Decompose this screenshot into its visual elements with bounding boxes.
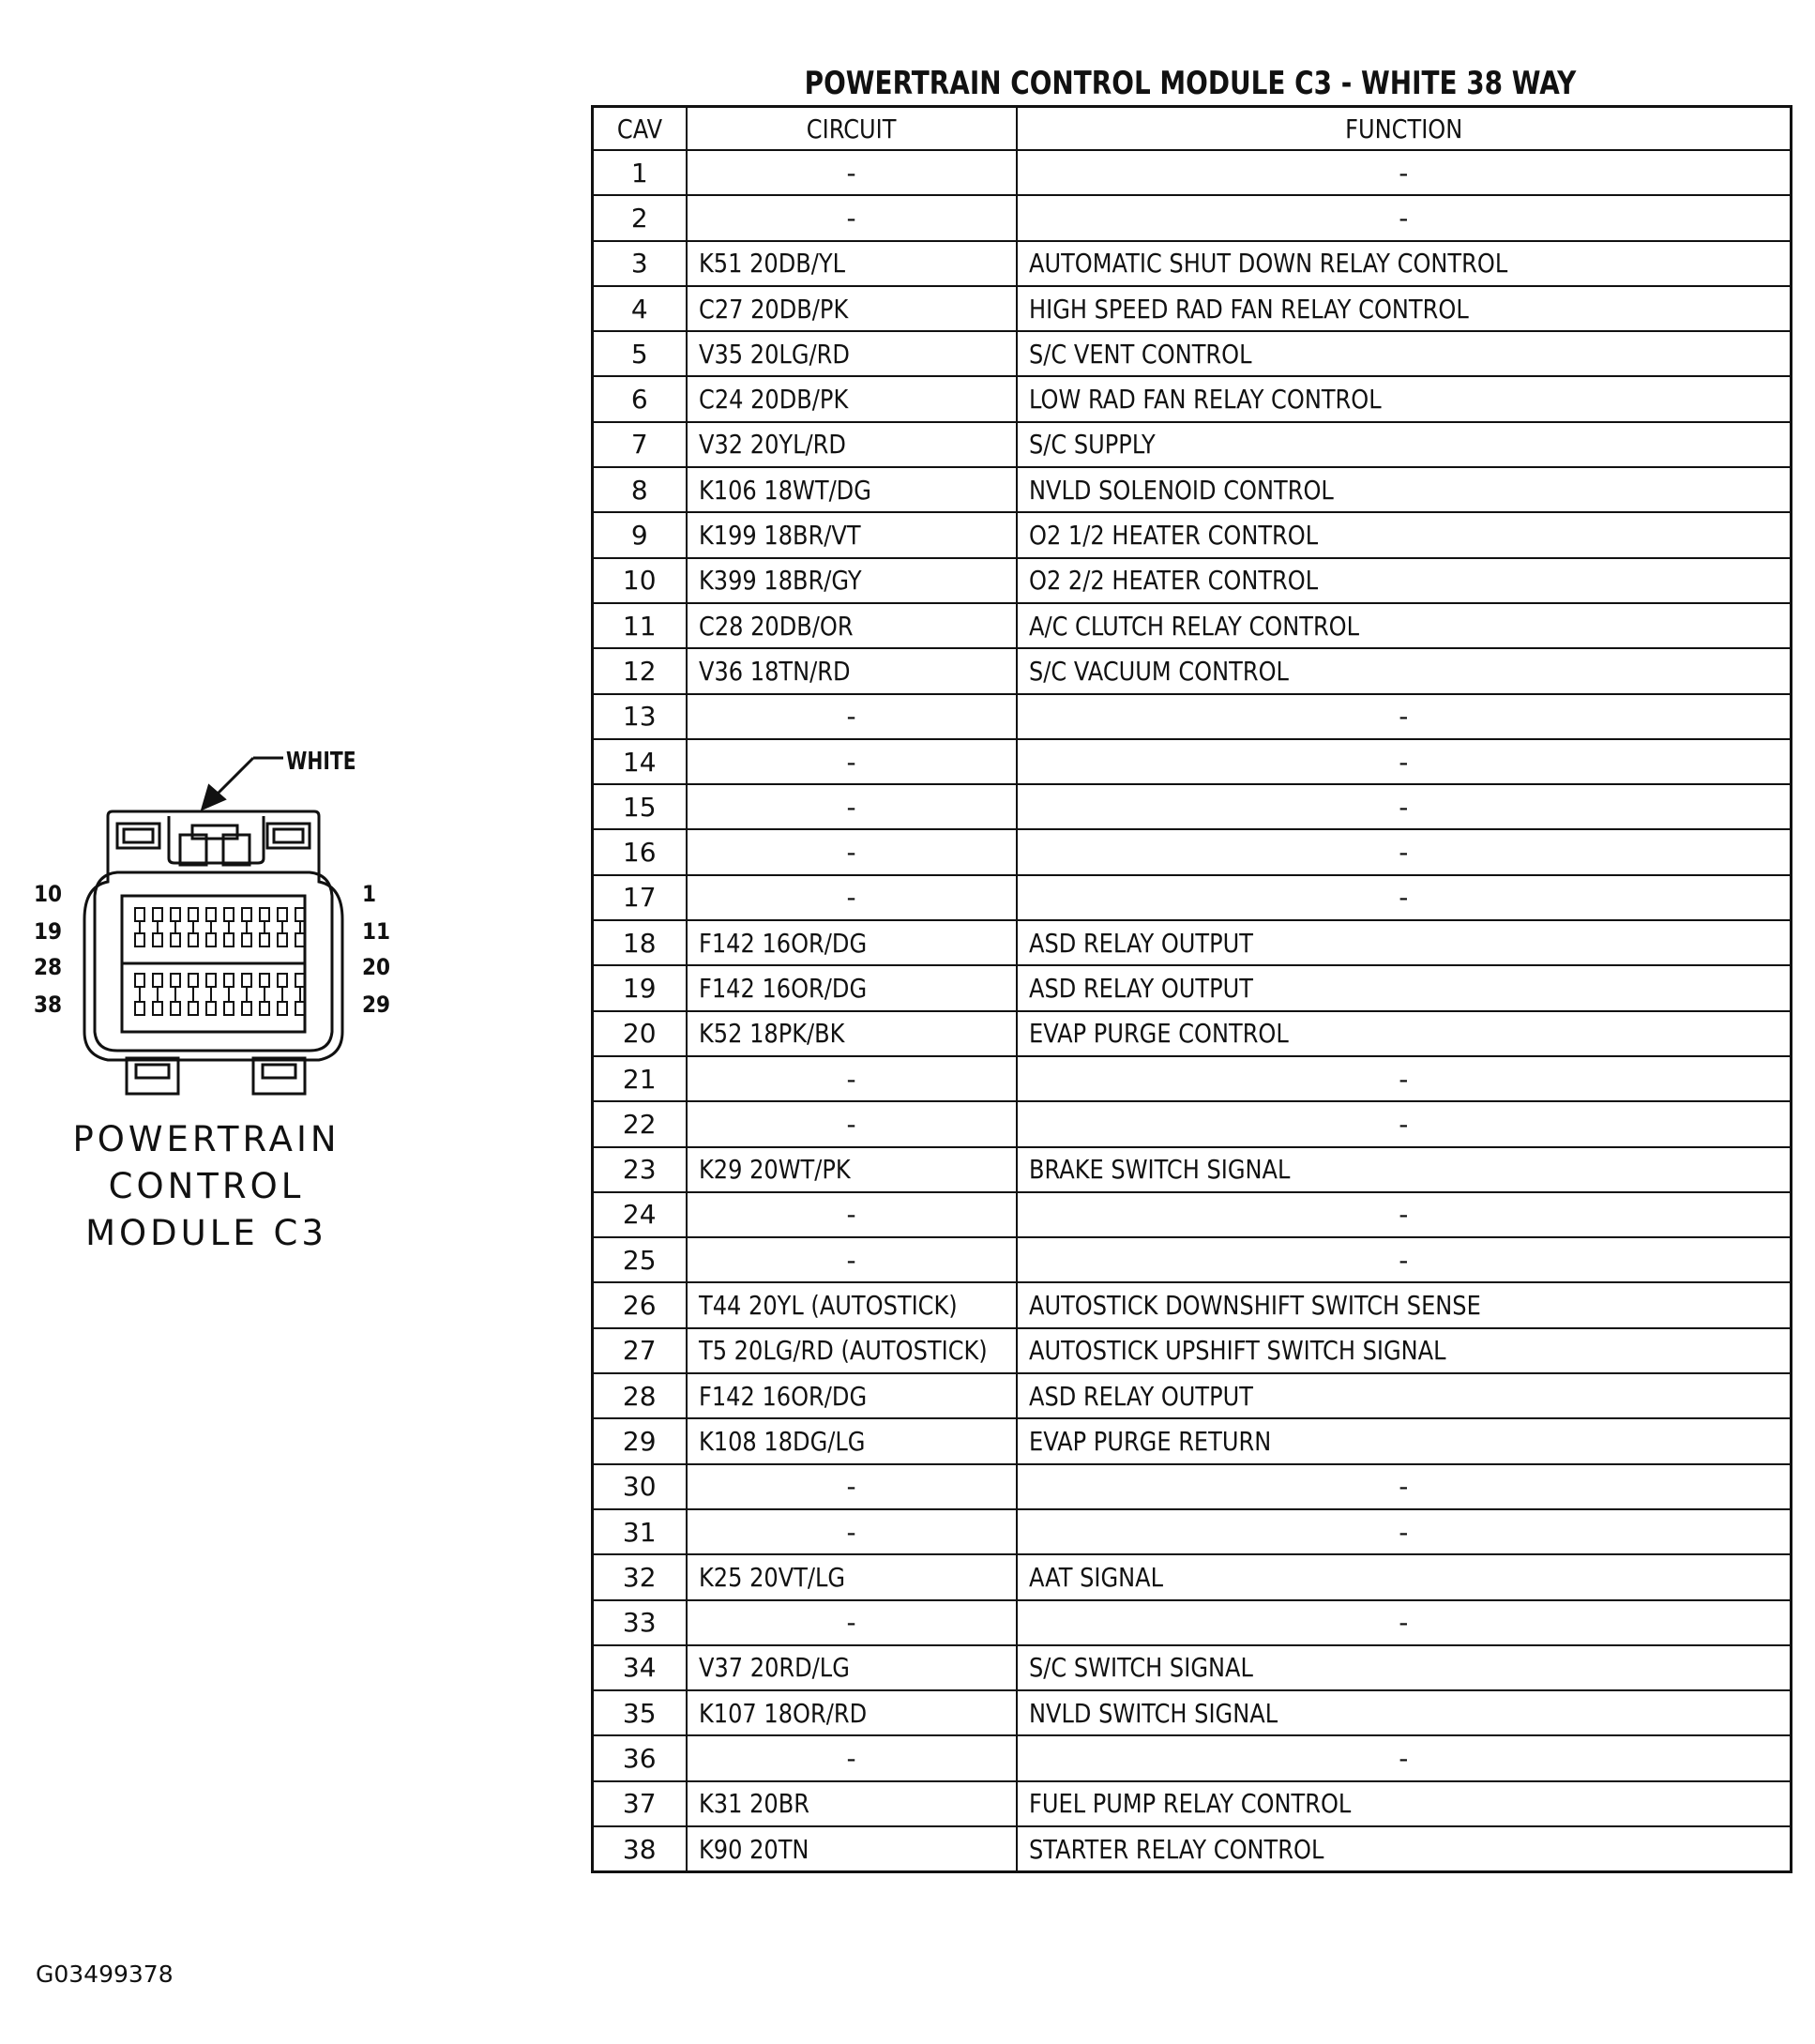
table-row xyxy=(593,512,1792,557)
cell-function: NVLD SOLENOID CONTROL xyxy=(1017,467,1792,512)
pin-label-right-row1: 1 xyxy=(362,881,377,907)
pin-cavity xyxy=(171,908,180,921)
cell-function: - xyxy=(1017,1237,1792,1282)
cell-circuit: K31 20BR xyxy=(687,1781,1017,1826)
cell-cav: 21 xyxy=(593,1056,687,1101)
cell-circuit: C28 20DB/OR xyxy=(687,603,1017,648)
pin-cavity xyxy=(189,908,198,921)
table-row xyxy=(593,1464,1792,1509)
cell-circuit: K106 18WT/DG xyxy=(687,467,1017,512)
pin-field xyxy=(135,908,305,1015)
cell-circuit: K399 18BR/GY xyxy=(687,558,1017,603)
table-row xyxy=(593,150,1792,195)
pin-cavity xyxy=(135,974,144,987)
cell-cav: 34 xyxy=(593,1645,687,1690)
cell-cav: 10 xyxy=(593,558,687,603)
pin-cavity xyxy=(189,1002,198,1015)
table-row xyxy=(593,920,1792,965)
table-row xyxy=(593,1735,1792,1780)
cell-cav: 27 xyxy=(593,1328,687,1373)
pin-cavity xyxy=(171,1002,180,1015)
cell-cav: 35 xyxy=(593,1690,687,1735)
pin-label-right-row3: 20 xyxy=(362,954,391,980)
cell-function: STARTER RELAY CONTROL xyxy=(1017,1826,1792,1872)
cell-circuit: C24 20DB/PK xyxy=(687,376,1017,421)
table-row xyxy=(593,603,1792,648)
table-row xyxy=(593,286,1792,331)
cell-function: EVAP PURGE RETURN xyxy=(1017,1418,1792,1463)
cell-function: - xyxy=(1017,195,1792,240)
cell-function: AUTOMATIC SHUT DOWN RELAY CONTROL xyxy=(1017,241,1792,286)
cell-function: - xyxy=(1017,784,1792,829)
pin-cavity xyxy=(260,933,269,946)
caption-line-3: MODULE C3 xyxy=(85,1213,327,1253)
cell-cav: 11 xyxy=(593,603,687,648)
cell-function: LOW RAD FAN RELAY CONTROL xyxy=(1017,376,1792,421)
table-row xyxy=(593,241,1792,286)
cell-cav: 33 xyxy=(593,1600,687,1645)
pin-cavity xyxy=(153,933,162,946)
cell-cav: 18 xyxy=(593,920,687,965)
table-row xyxy=(593,1328,1792,1373)
cell-function: ASD RELAY OUTPUT xyxy=(1017,1373,1792,1418)
cell-function: AUTOSTICK DOWNSHIFT SWITCH SENSE xyxy=(1017,1282,1792,1327)
pin-cavity xyxy=(206,908,216,921)
cell-cav: 26 xyxy=(593,1282,687,1327)
cell-circuit: - xyxy=(687,739,1017,784)
cell-cav: 30 xyxy=(593,1464,687,1509)
pin-cavity xyxy=(260,1002,269,1015)
table-row xyxy=(593,965,1792,1010)
cell-circuit: - xyxy=(687,1237,1017,1282)
cell-circuit: T5 20LG/RD (AUTOSTICK) xyxy=(687,1328,1017,1373)
pin-cavity xyxy=(135,908,144,921)
cell-function: - xyxy=(1017,1600,1792,1645)
pin-cavity xyxy=(153,1002,162,1015)
connector-color-label: WHITE xyxy=(286,748,356,776)
pin-cavity xyxy=(278,908,287,921)
cell-function: O2 2/2 HEATER CONTROL xyxy=(1017,558,1792,603)
cell-cav: 16 xyxy=(593,829,687,874)
table-row xyxy=(593,1011,1792,1056)
cell-cav: 4 xyxy=(593,286,687,331)
cell-function: S/C VACUUM CONTROL xyxy=(1017,648,1792,693)
pin-cavity xyxy=(224,933,234,946)
pin-cavity xyxy=(260,908,269,921)
cell-cav: 15 xyxy=(593,784,687,829)
cell-circuit: V35 20LG/RD xyxy=(687,331,1017,376)
connector-face-drawing xyxy=(19,732,403,1107)
cell-function: - xyxy=(1017,1056,1792,1101)
cell-circuit: K29 20WT/PK xyxy=(687,1147,1017,1192)
cell-cav: 20 xyxy=(593,1011,687,1056)
cell-cav: 3 xyxy=(593,241,687,286)
cell-cav: 38 xyxy=(593,1826,687,1872)
pin-label-left-row2: 19 xyxy=(34,918,63,945)
header-circuit: CIRCUIT xyxy=(687,107,1017,151)
cell-function: BRAKE SWITCH SIGNAL xyxy=(1017,1147,1792,1192)
table-row xyxy=(593,1101,1792,1146)
pin-cavity xyxy=(171,933,180,946)
pin-cavity xyxy=(242,908,251,921)
pin-cavity xyxy=(260,974,269,987)
table-header-row xyxy=(593,107,1792,151)
pin-label-left-row3: 28 xyxy=(34,954,63,980)
cell-cav: 5 xyxy=(593,331,687,376)
cell-cav: 8 xyxy=(593,467,687,512)
table-row xyxy=(593,195,1792,240)
table-row xyxy=(593,1418,1792,1463)
cell-circuit: - xyxy=(687,1101,1017,1146)
cell-cav: 19 xyxy=(593,965,687,1010)
cell-circuit: V32 20YL/RD xyxy=(687,422,1017,467)
caption-line-1: POWERTRAIN xyxy=(72,1119,340,1159)
pin-cavity xyxy=(189,933,198,946)
cell-cav: 2 xyxy=(593,195,687,240)
cell-circuit: V36 18TN/RD xyxy=(687,648,1017,693)
pin-cavity xyxy=(224,974,234,987)
cell-function: FUEL PUMP RELAY CONTROL xyxy=(1017,1781,1792,1826)
cell-function: - xyxy=(1017,1192,1792,1237)
table-row xyxy=(593,648,1792,693)
pin-cavity xyxy=(278,974,287,987)
table-row xyxy=(593,829,1792,874)
pin-label-right-row2: 11 xyxy=(362,918,391,945)
cell-function: - xyxy=(1017,1464,1792,1509)
cell-cav: 6 xyxy=(593,376,687,421)
cell-cav: 22 xyxy=(593,1101,687,1146)
cell-function: O2 1/2 HEATER CONTROL xyxy=(1017,512,1792,557)
header-function: FUNCTION xyxy=(1017,107,1792,151)
cell-circuit: - xyxy=(687,875,1017,920)
cell-cav: 12 xyxy=(593,648,687,693)
cell-function: - xyxy=(1017,739,1792,784)
cell-function: - xyxy=(1017,1735,1792,1780)
cell-cav: 25 xyxy=(593,1237,687,1282)
pin-cavity xyxy=(135,1002,144,1015)
cell-circuit: - xyxy=(687,1192,1017,1237)
cell-cav: 36 xyxy=(593,1735,687,1780)
cell-function: S/C SWITCH SIGNAL xyxy=(1017,1645,1792,1690)
pin-cavity xyxy=(206,933,216,946)
cell-circuit: - xyxy=(687,784,1017,829)
pin-cavity xyxy=(278,1002,287,1015)
cell-function: EVAP PURGE CONTROL xyxy=(1017,1011,1792,1056)
pin-cavity xyxy=(206,1002,216,1015)
table-row xyxy=(593,1509,1792,1554)
pin-cavity xyxy=(206,974,216,987)
table-row xyxy=(593,1192,1792,1237)
cell-function: AAT SIGNAL xyxy=(1017,1554,1792,1599)
cell-circuit: K25 20VT/LG xyxy=(687,1554,1017,1599)
header-cav: CAV xyxy=(593,107,687,151)
cell-circuit: C27 20DB/PK xyxy=(687,286,1017,331)
table-row xyxy=(593,739,1792,784)
cell-cav: 31 xyxy=(593,1509,687,1554)
table-row xyxy=(593,1056,1792,1101)
table-row xyxy=(593,694,1792,739)
cell-cav: 37 xyxy=(593,1781,687,1826)
cell-cav: 9 xyxy=(593,512,687,557)
cell-function: HIGH SPEED RAD FAN RELAY CONTROL xyxy=(1017,286,1792,331)
table-title: POWERTRAIN CONTROL MODULE C3 - WHITE 38 WAY xyxy=(804,65,1577,102)
table-row xyxy=(593,1282,1792,1327)
pin-cavity xyxy=(153,908,162,921)
cell-circuit: - xyxy=(687,1509,1017,1554)
cell-circuit: - xyxy=(687,694,1017,739)
cell-circuit: - xyxy=(687,150,1017,195)
pin-label-left-row4: 38 xyxy=(34,992,63,1018)
cell-function: - xyxy=(1017,1101,1792,1146)
cell-circuit: - xyxy=(687,1056,1017,1101)
pin-cavity xyxy=(224,1002,234,1015)
cell-cav: 7 xyxy=(593,422,687,467)
cell-function: - xyxy=(1017,829,1792,874)
table-row xyxy=(593,1781,1792,1826)
pin-cavity xyxy=(224,908,234,921)
cell-cav: 17 xyxy=(593,875,687,920)
cell-function: S/C SUPPLY xyxy=(1017,422,1792,467)
connector-caption xyxy=(38,1116,375,1257)
table-row xyxy=(593,1690,1792,1735)
cell-circuit: V37 20RD/LG xyxy=(687,1645,1017,1690)
cell-circuit: T44 20YL (AUTOSTICK) xyxy=(687,1282,1017,1327)
cell-cav: 1 xyxy=(593,150,687,195)
cell-circuit: K108 18DG/LG xyxy=(687,1418,1017,1463)
cell-function: - xyxy=(1017,1509,1792,1554)
cell-function: - xyxy=(1017,694,1792,739)
pin-cavity xyxy=(278,933,287,946)
table-row xyxy=(593,331,1792,376)
table-row xyxy=(593,1600,1792,1645)
cell-cav: 32 xyxy=(593,1554,687,1599)
cell-cav: 24 xyxy=(593,1192,687,1237)
image-id: G03499378 xyxy=(36,1961,174,1988)
cell-cav: 29 xyxy=(593,1418,687,1463)
table-row xyxy=(593,1826,1792,1872)
pin-cavity xyxy=(242,1002,251,1015)
cell-cav: 23 xyxy=(593,1147,687,1192)
table-row xyxy=(593,1147,1792,1192)
cell-circuit: K52 18PK/BK xyxy=(687,1011,1017,1056)
caption-line-2: CONTROL xyxy=(108,1166,305,1206)
cell-circuit: F142 16OR/DG xyxy=(687,920,1017,965)
table-row xyxy=(593,376,1792,421)
cell-circuit: K51 20DB/YL xyxy=(687,241,1017,286)
pin-cavity xyxy=(189,974,198,987)
table-row xyxy=(593,1237,1792,1282)
table-row xyxy=(593,422,1792,467)
pin-cavity xyxy=(153,974,162,987)
table-row xyxy=(593,558,1792,603)
cell-function: S/C VENT CONTROL xyxy=(1017,331,1792,376)
table-row xyxy=(593,1373,1792,1418)
table-row xyxy=(593,467,1792,512)
cell-circuit: K107 18OR/RD xyxy=(687,1690,1017,1735)
pinout-table xyxy=(591,105,1792,1873)
cell-function: NVLD SWITCH SIGNAL xyxy=(1017,1690,1792,1735)
cell-circuit: - xyxy=(687,195,1017,240)
cell-circuit: F142 16OR/DG xyxy=(687,1373,1017,1418)
cell-cav: 28 xyxy=(593,1373,687,1418)
table-row xyxy=(593,875,1792,920)
cell-function: - xyxy=(1017,875,1792,920)
cell-circuit: - xyxy=(687,1735,1017,1780)
table-row xyxy=(593,784,1792,829)
cell-function: ASD RELAY OUTPUT xyxy=(1017,965,1792,1010)
cell-function: ASD RELAY OUTPUT xyxy=(1017,920,1792,965)
cell-circuit: F142 16OR/DG xyxy=(687,965,1017,1010)
cell-circuit: K90 20TN xyxy=(687,1826,1017,1872)
pin-cavity xyxy=(135,933,144,946)
table-row xyxy=(593,1645,1792,1690)
cell-function: - xyxy=(1017,150,1792,195)
pin-label-left-row1: 10 xyxy=(34,881,63,907)
pin-cavity xyxy=(242,974,251,987)
cell-circuit: - xyxy=(687,1600,1017,1645)
cell-function: AUTOSTICK UPSHIFT SWITCH SIGNAL xyxy=(1017,1328,1792,1373)
cell-cav: 13 xyxy=(593,694,687,739)
table-row xyxy=(593,1554,1792,1599)
pin-cavity xyxy=(242,933,251,946)
pin-cavity xyxy=(171,974,180,987)
cell-circuit: K199 18BR/VT xyxy=(687,512,1017,557)
cell-function: A/C CLUTCH RELAY CONTROL xyxy=(1017,603,1792,648)
pin-label-right-row4: 29 xyxy=(362,992,391,1018)
cell-circuit: - xyxy=(687,829,1017,874)
cell-circuit: - xyxy=(687,1464,1017,1509)
cell-cav: 14 xyxy=(593,739,687,784)
